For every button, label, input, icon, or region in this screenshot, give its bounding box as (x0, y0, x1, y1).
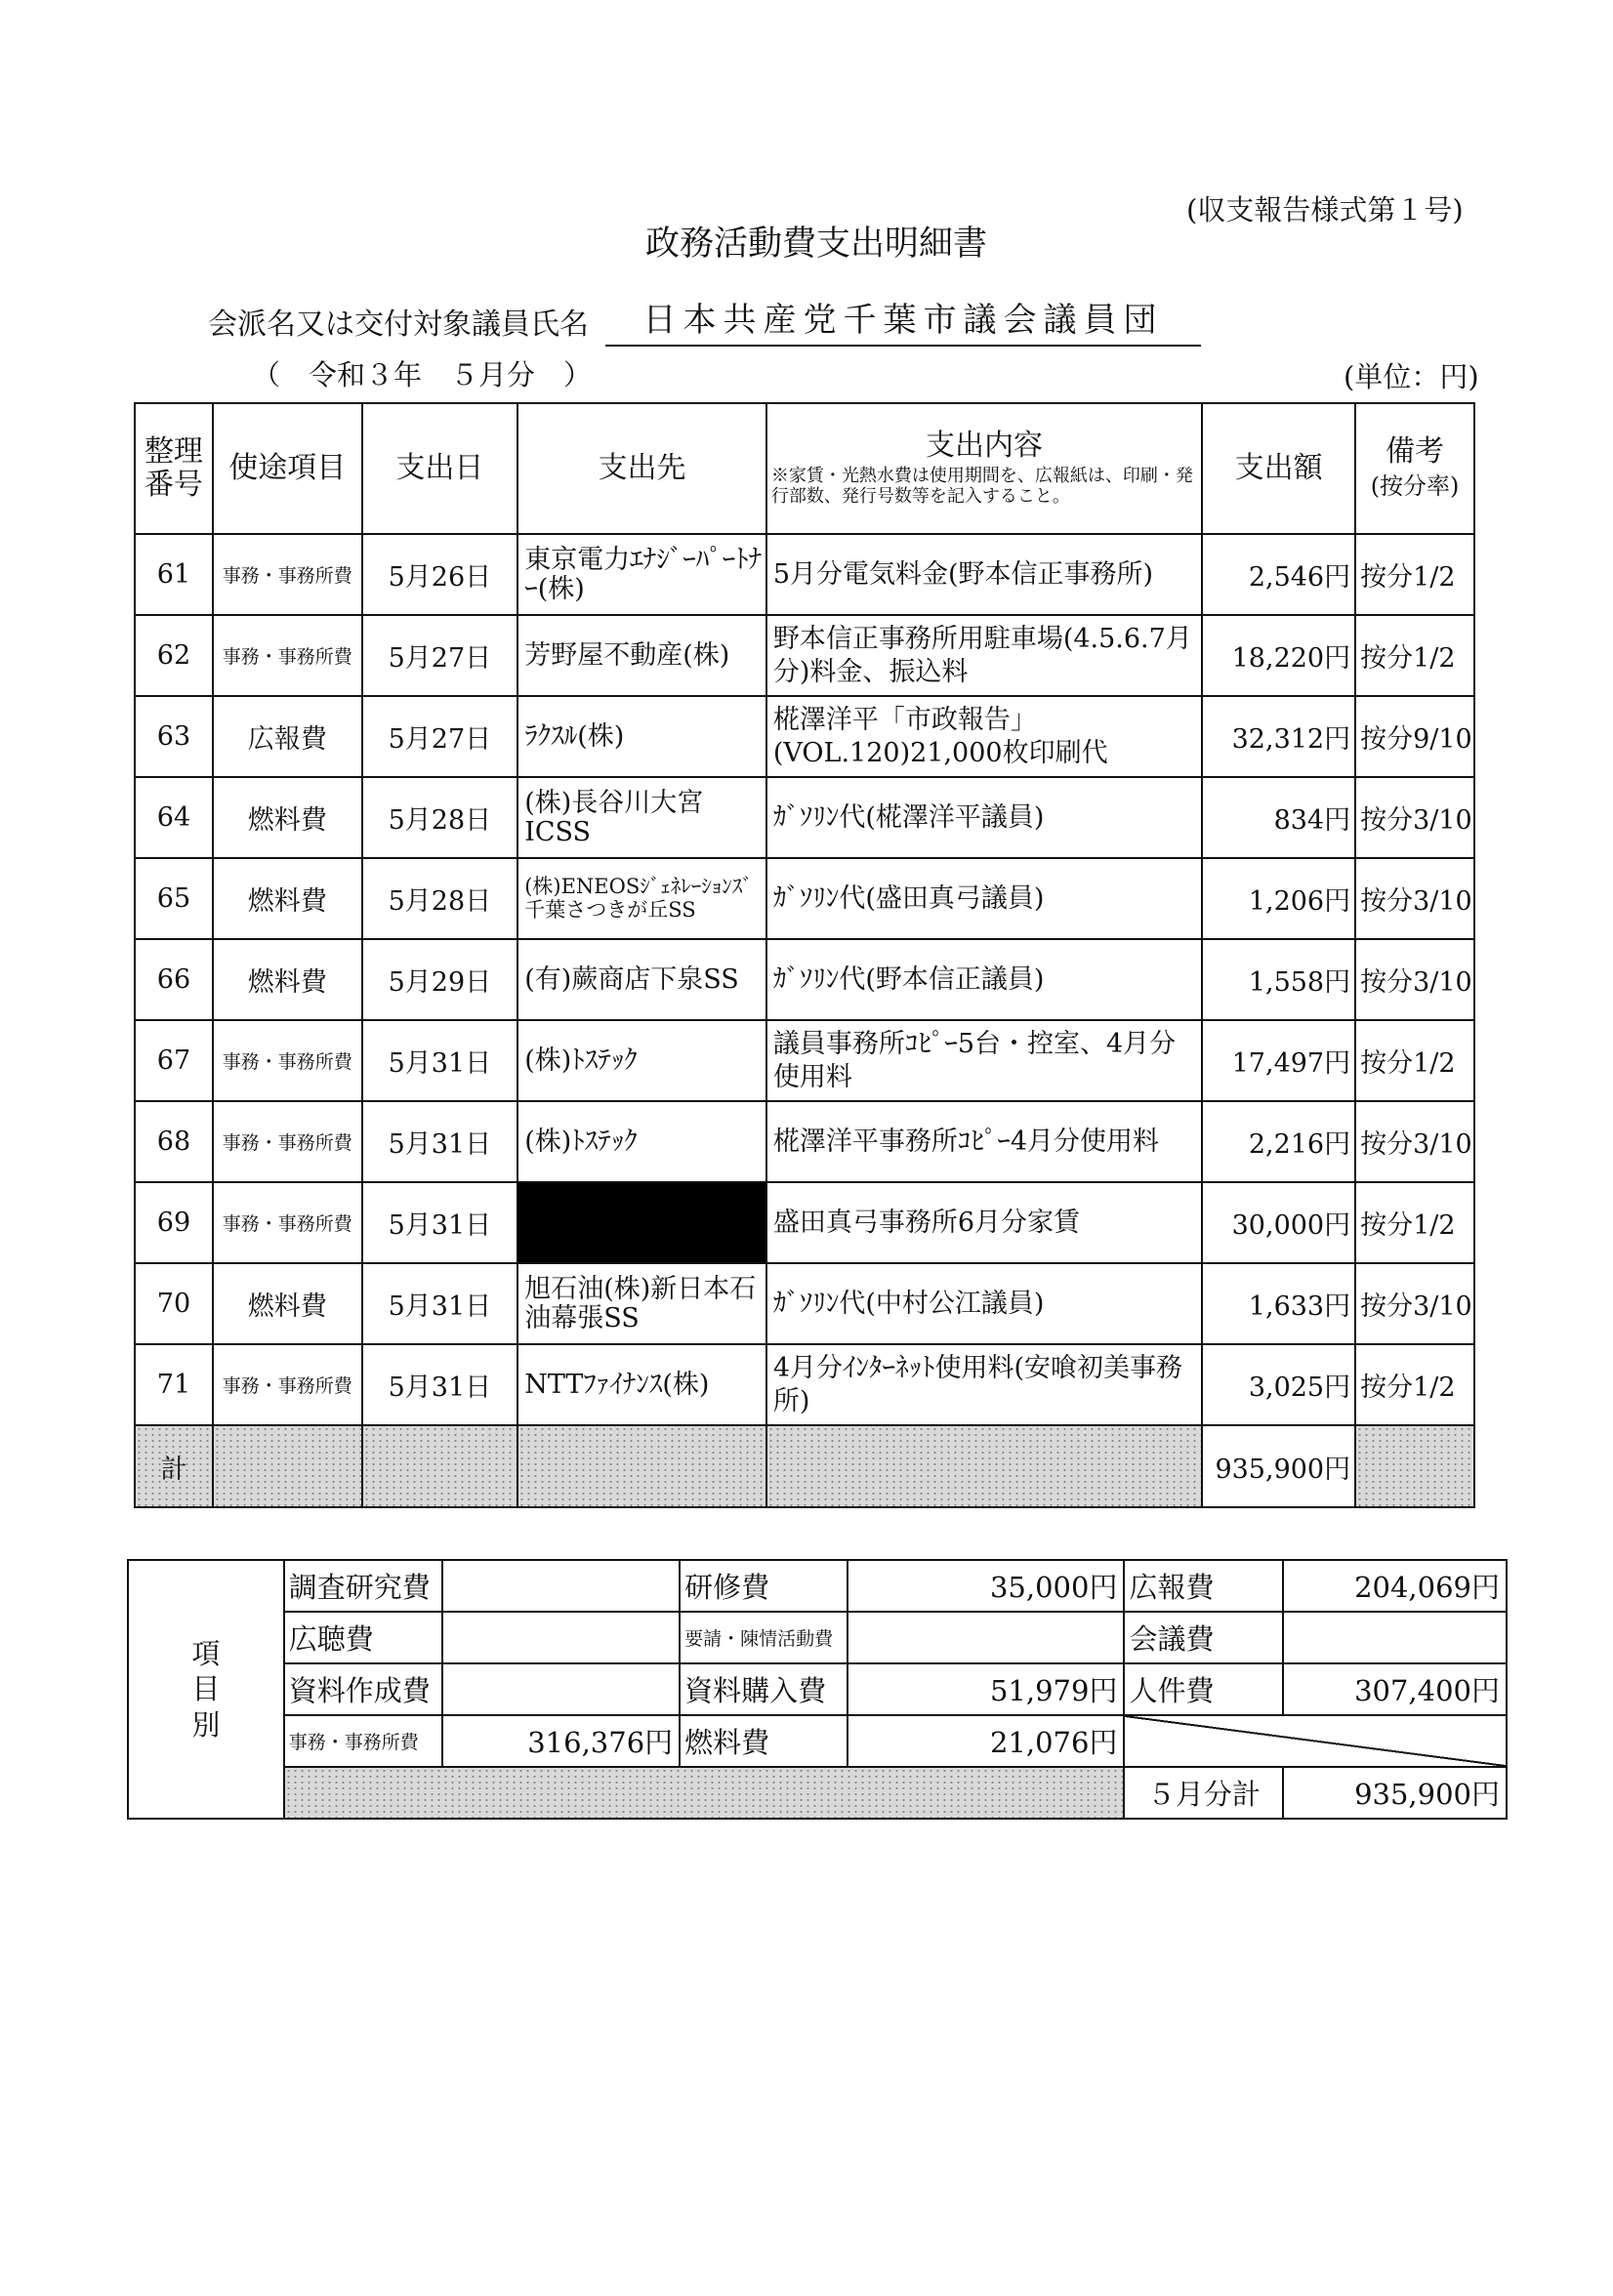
row-date: 5月27日 (362, 615, 518, 696)
row-note: 按分3/10 (1355, 1263, 1474, 1344)
header-amount: 支出額 (1202, 403, 1355, 534)
row-payee: 芳野屋不動産(株) (517, 615, 766, 696)
category-summary-table (127, 1559, 1508, 1820)
summary-head-label: 項目別 (191, 1637, 221, 1742)
summary-label: 広聴費 (284, 1612, 443, 1663)
row-note: 按分1/2 (1355, 1182, 1474, 1263)
total-row (135, 1425, 1474, 1507)
shaded-cell (517, 1425, 766, 1507)
total-amount: 935,900円 (1202, 1425, 1355, 1507)
row-amount: 1,206円 (1202, 858, 1355, 939)
row-payee: (株)ﾄｽﾃｯｸ (517, 1020, 766, 1101)
row-purpose: 事務・事務所費 (213, 1344, 362, 1425)
table-row (135, 1182, 1474, 1263)
row-note: 按分1/2 (1355, 1344, 1474, 1425)
row-payee: (株)長谷川大宮ICSS (517, 777, 766, 858)
row-note: 按分1/2 (1355, 615, 1474, 696)
summary-row (128, 1612, 1507, 1663)
row-note: 按分1/2 (1355, 534, 1474, 615)
summary-row (128, 1715, 1507, 1767)
row-payee: 東京電力ｴﾅｼﾞｰﾊﾟｰﾄﾅｰ(株) (517, 534, 766, 615)
summary-value: 51,979円 (848, 1663, 1125, 1715)
row-purpose: 事務・事務所費 (213, 1020, 362, 1101)
summary-value (442, 1663, 680, 1715)
summary-label: 事務・事務所費 (284, 1715, 443, 1767)
summary-value (442, 1612, 680, 1663)
row-no: 64 (135, 777, 213, 858)
row-content: ｶﾞｿﾘﾝ代(盛田真弓議員) (766, 858, 1202, 939)
table-row (135, 615, 1474, 696)
table-row (135, 1263, 1474, 1344)
row-content: 5月分電気料金(野本信正事務所) (766, 534, 1202, 615)
summary-value: 316,376円 (442, 1715, 680, 1767)
shaded-cell (766, 1425, 1202, 1507)
row-amount: 30,000円 (1202, 1182, 1355, 1263)
row-date: 5月26日 (362, 534, 518, 615)
row-note: 按分3/10 (1355, 777, 1474, 858)
row-purpose: 広報費 (213, 696, 362, 777)
summary-value: 307,400円 (1283, 1663, 1507, 1715)
row-no: 66 (135, 939, 213, 1020)
row-no: 68 (135, 1101, 213, 1182)
row-date: 5月31日 (362, 1344, 518, 1425)
row-content: 議員事務所ｺﾋﾟｰ5台・控室、4月分使用料 (766, 1020, 1202, 1101)
table-row (135, 534, 1474, 615)
summary-row (128, 1767, 1507, 1819)
row-purpose: 燃料費 (213, 777, 362, 858)
summary-label: 要請・陳情活動費 (680, 1612, 848, 1663)
row-payee: 旭石油(株)新日本石油幕張SS (517, 1263, 766, 1344)
table-row (135, 1344, 1474, 1425)
summary-label: 研修費 (680, 1560, 848, 1612)
shaded-cell (362, 1425, 518, 1507)
table-header-row (135, 403, 1474, 534)
summary-label: 資料購入費 (680, 1663, 848, 1715)
row-payee: (有)蕨商店下泉SS (517, 939, 766, 1020)
row-no: 61 (135, 534, 213, 615)
header-date: 支出日 (362, 403, 518, 534)
row-date: 5月31日 (362, 1101, 518, 1182)
summary-label: 調査研究費 (284, 1560, 443, 1612)
table-row (135, 696, 1474, 777)
row-date: 5月28日 (362, 777, 518, 858)
row-amount: 32,312円 (1202, 696, 1355, 777)
row-purpose: 事務・事務所費 (213, 615, 362, 696)
header-content (766, 403, 1202, 534)
row-amount: 17,497円 (1202, 1020, 1355, 1101)
row-no: 67 (135, 1020, 213, 1101)
shaded-cell (284, 1767, 1125, 1819)
row-purpose: 燃料費 (213, 939, 362, 1020)
table-row (135, 858, 1474, 939)
summary-label: 広報費 (1124, 1560, 1283, 1612)
row-content: 盛田真弓事務所6月分家賃 (766, 1182, 1202, 1263)
row-note: 按分1/2 (1355, 1020, 1474, 1101)
row-date: 5月31日 (362, 1020, 518, 1101)
header-remarks-label: 備考 (1386, 433, 1445, 469)
summary-row (128, 1663, 1507, 1715)
page-title: 政務活動費支出明細書 (644, 225, 987, 264)
row-purpose: 燃料費 (213, 1263, 362, 1344)
header-payee: 支出先 (517, 403, 766, 534)
row-purpose: 事務・事務所費 (213, 534, 362, 615)
row-content: 野本信正事務所用駐車場(4.5.6.7月分)料金、振込料 (766, 615, 1202, 696)
month-total-label: ５月分計 (1124, 1767, 1283, 1819)
summary-value: 21,076円 (848, 1715, 1125, 1767)
row-note: 按分3/10 (1355, 1101, 1474, 1182)
row-date: 5月27日 (362, 696, 518, 777)
row-note: 按分3/10 (1355, 939, 1474, 1020)
row-amount: 2,216円 (1202, 1101, 1355, 1182)
redacted-payee (517, 1182, 766, 1263)
shaded-cell (1355, 1425, 1474, 1507)
summary-value: 35,000円 (848, 1560, 1125, 1612)
row-purpose: 燃料費 (213, 858, 362, 939)
table-row (135, 939, 1474, 1020)
row-note: 按分9/10 (1355, 696, 1474, 777)
row-content: ｶﾞｿﾘﾝ代(中村公江議員) (766, 1263, 1202, 1344)
row-content: 4月分ｲﾝﾀｰﾈｯﾄ使用料(安喰初美事務所) (766, 1344, 1202, 1425)
row-date: 5月28日 (362, 858, 518, 939)
table-row (135, 777, 1474, 858)
row-date: 5月29日 (362, 939, 518, 1020)
summary-head (128, 1560, 284, 1819)
row-content: ｶﾞｿﾘﾝ代(椛澤洋平議員) (766, 777, 1202, 858)
row-content: ｶﾞｿﾘﾝ代(野本信正議員) (766, 939, 1202, 1020)
row-purpose: 事務・事務所費 (213, 1101, 362, 1182)
diagonal-blank-cell (1124, 1715, 1507, 1767)
row-date: 5月31日 (362, 1263, 518, 1344)
summary-label: 会議費 (1124, 1612, 1283, 1663)
row-payee: (株)ﾄｽﾃｯｸ (517, 1101, 766, 1182)
header-content-note: ※家賃・光熱水費は使用期間を、広報紙は、印刷・発行部数、発行号数等を記入すること。 (770, 465, 1193, 508)
header-purpose: 使途項目 (213, 403, 362, 534)
row-no: 69 (135, 1182, 213, 1263)
row-date: 5月31日 (362, 1182, 518, 1263)
row-payee: NTTﾌｧｲﾅﾝｽ(株) (517, 1344, 766, 1425)
month-total-value: 935,900円 (1283, 1767, 1507, 1819)
expense-table (134, 402, 1475, 1508)
row-amount: 2,546円 (1202, 534, 1355, 615)
summary-value (442, 1560, 680, 1612)
row-amount: 1,558円 (1202, 939, 1355, 1020)
unit-label: (単位：円) (1344, 360, 1479, 393)
row-no: 71 (135, 1344, 213, 1425)
header-remarks-sub: (按分率) (1370, 472, 1460, 500)
row-payee: (株)ENEOSｼﾞｪﾈﾚｰｼｮﾝｽﾞ千葉さつきが丘SS (517, 858, 766, 939)
row-no: 70 (135, 1263, 213, 1344)
row-no: 62 (135, 615, 213, 696)
row-content: 椛澤洋平事務所ｺﾋﾟｰ4月分使用料 (766, 1101, 1202, 1182)
total-label: 計 (135, 1425, 213, 1507)
row-no: 65 (135, 858, 213, 939)
summary-label: 人件費 (1124, 1663, 1283, 1715)
header-no: 整理番号 (135, 403, 213, 534)
form-number: (収支報告様式第１号) (1186, 193, 1464, 226)
row-purpose: 事務・事務所費 (213, 1182, 362, 1263)
summary-value: 204,069円 (1283, 1560, 1507, 1612)
summary-label: 資料作成費 (284, 1663, 443, 1715)
shaded-cell (213, 1425, 362, 1507)
header-content-label: 支出内容 (926, 429, 1044, 464)
summary-value (1283, 1612, 1507, 1663)
period: （ 令和３年 ５月分 ） (252, 358, 593, 391)
summary-row (128, 1560, 1507, 1612)
row-amount: 834円 (1202, 777, 1355, 858)
row-note: 按分3/10 (1355, 858, 1474, 939)
summary-label: 燃料費 (680, 1715, 848, 1767)
group-label: 会派名又は交付対象議員氏名 (208, 308, 589, 342)
summary-value (848, 1612, 1125, 1663)
row-no: 63 (135, 696, 213, 777)
row-amount: 3,025円 (1202, 1344, 1355, 1425)
table-row (135, 1101, 1474, 1182)
header-remarks (1355, 403, 1474, 534)
row-amount: 1,633円 (1202, 1263, 1355, 1344)
row-amount: 18,220円 (1202, 615, 1355, 696)
group-name: 日本共産党千葉市議会議員団 (605, 293, 1201, 347)
table-row (135, 1020, 1474, 1101)
row-content: 椛澤洋平「市政報告」(VOL.120)21,000枚印刷代 (766, 696, 1202, 777)
row-payee: ﾗｸｽﾙ(株) (517, 696, 766, 777)
